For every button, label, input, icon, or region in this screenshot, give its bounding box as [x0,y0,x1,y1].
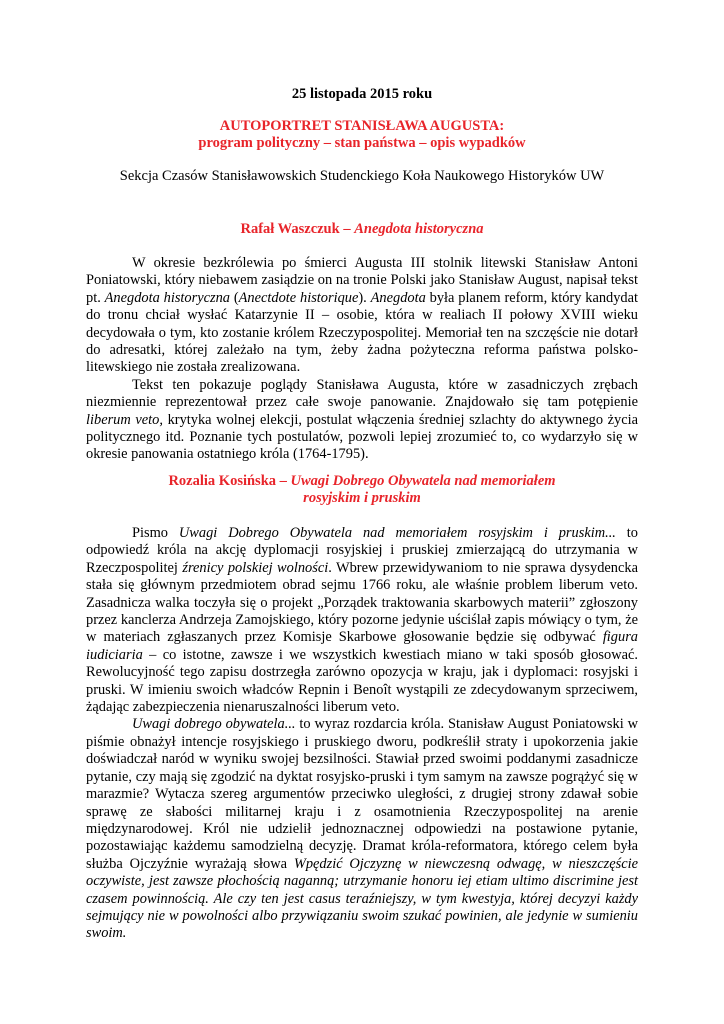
event-title-line1: AUTOPORTRET STANISŁAWA AUGUSTA: [219,118,505,134]
talk2-author: Rozalia Kosińska – [168,473,291,489]
event-date: 25 listopada 2015 roku [291,86,433,102]
talk2-title-line2: rosyjskim i pruskim [303,490,421,506]
talk1-paragraph: Tekst ten pokazuje poglądy Stanisława Augusta, które w zasadniczych zrębach niezmiennie reprezentował przez całe swoje panowanie. Znajdowało się tam potępienie liberum veto, krytyka wolnej elekcji, postulat włączenia średniej szlachty do aktywnego życia politycznego itd. Poznanie tych postulatów, pozwoli lepiej zrozumieć to, co wydarzyło się w okresie panowania ostatniego króla (1764-1795). [86,376,638,463]
talk1-title: Anegdota historyczna [354,221,484,237]
organizer: Sekcja Czasów Stanisławowskich Studenckiego Koła Naukowego Historyków UW [119,168,605,184]
talk2-abstract [86,525,638,943]
talk1-author: Rafał Waszczuk – [240,221,355,237]
event-title [0,118,724,152]
talk2-heading [0,473,724,507]
event-title-line2: program polityczny – stan państwa – opis wypadków [198,135,526,151]
talk2-paragraph: Uwagi dobrego obywatela... to wyraz rozdarcia króla. Stanisław August Poniatowski w piśmie obnażył intencje rosyjskiego i pruskiego dworu, podkreślił straty i upokorzenia jakie doświadczał naród w wyniku swojej bezsilności. Stawiał przed swoimi poddanymi zasadnicze pytanie, czy mają się zgodzić na dyktat rosyjsko-pruski i tym samym na zawsze pogrążyć się w marazmie? Wytacza szereg argumentów przeciwko uległości, z drugiej strony zdawał sobie sprawę ze słabości militarnej kraju i z osamotnienia Rzeczypospolitej na arenie międzynarodowej. Król nie udzielił jednoznacznej odpowiedzi na postawione pytanie, pozostawiając każdemu samodzielną decyzję. Dramat króla-reformatora, którego celem była służba Ojczyźnie wyrażają słowa Wpędzić Ojczyznę w niewczesną odwagę, w nieszczęście oczywiste, jest zawsze płochością naganną; utrzymanie honoru iej etiam ultimo discrimine jest czasem powinnością. Ale czy ten jest casus teraźniejszy, w tym kwestyja, której decyzyi każdy sejmujący nie w powolności albo przywiązaniu swoim szukać powinien, ale jedynie w sumieniu swoim. [86,716,639,942]
talk1-paragraph: W okresie bezkrólewia po śmierci Augusta III stolnik litewski Stanisław Antoni Poniatowski, który niebawem zasiądzie on na tronie Polski jako Stanisław August, napisał tekst pt. Anegdota historyczna (Anectdote historique). Anegdota była planem reform, który kandydat do tronu chciał wysłać Katarzynie II – osobie, która w realiach II połowy XVIII wieku decydowała o tym, kto zostanie królem Rzeczypospolitej. Memoriał ten na szczęście nie dotarł do adresatki, której zależało na tym, żeby żadna pożyteczna reforma państwa polsko-litewskiego nie została zrealizowana. [86,255,639,376]
talk1-heading [0,221,724,238]
talk2-paragraph: Pismo Uwagi Dobrego Obywatela nad memoriałem rosyjskim i pruskim... to odpowiedź króla na akcję dyplomacji rosyjskiej i pruskiej zmierzającą do utrzymania w Rzeczpospolitej źrenicy polskiej wolności. Wbrew przewidywaniom to nie sprawa dysydencka stała się głównym przedmiotem obrad sejmu 1766 roku, ale właśnie problem liberum veto. Zasadnicza walka toczyła się o projekt „Porządek traktowania skarbowych materii” zgłoszony przez kanclerza Andrzeja Zamojskiego, który pozorne jedynie uściślał zapis mówiący o tym, że w materiach zgłaszanych przez Komisje Skarbowe głosowanie będzie się odbywać figura iudiciaria – co istotne, zawsze i we wszystkich kwestiach miano w taki sposób głosować. Rewolucyjność tego zapisu dostrzegła zarówno opozycja w kraju, jak i dyplomaci: rosyjski i pruski. W imieniu swoich władców Repnin i Benoît wystąpili ze zdecydowanym sprzeciwem, żądając zabezpieczenia nienaruszalności liberum veto. [86,525,639,716]
talk1-abstract [86,255,638,464]
talk2-title-line1: Uwagi Dobrego Obywatela nad memoriałem [290,473,556,489]
